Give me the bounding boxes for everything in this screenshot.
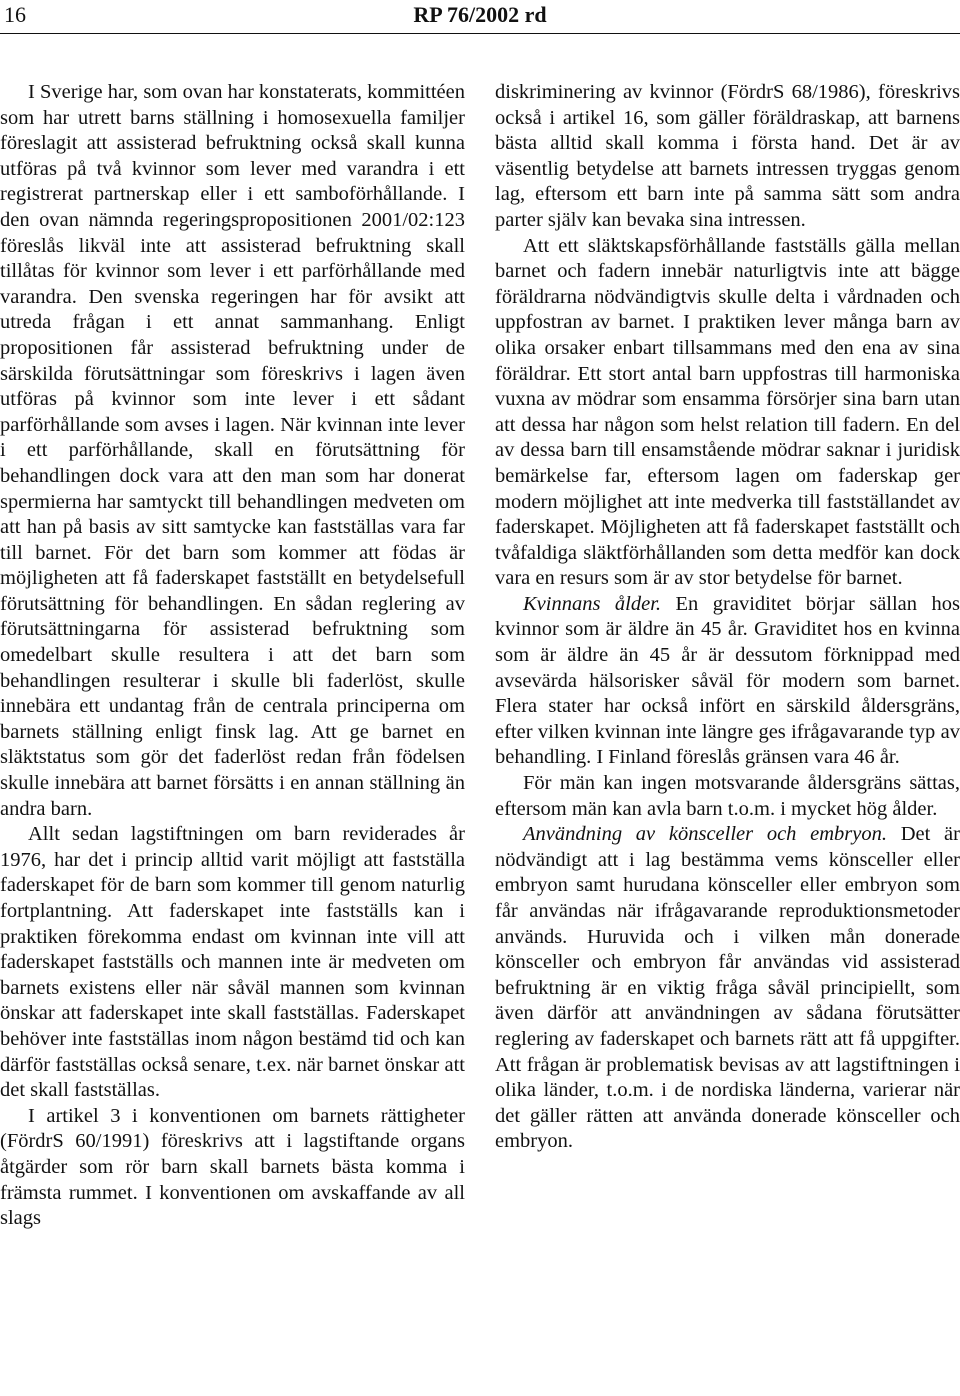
page-number: 16 bbox=[4, 2, 26, 27]
paragraph-heading: Användning av könsceller och embryon. bbox=[523, 823, 888, 846]
paragraph-text: diskriminering av kvinnor (FördrS 68/1986), föreskrivs också i artikel 16, som gäller föräldraskap, att barnens bästa alltid skall komma i första hand. Det är av väsentlig betydelse att barnets intressen tryggas genom lag, eftersom ett barn inte på samma sätt som andra parter själv kan bevaka sina intressen. bbox=[495, 81, 960, 231]
page-header bbox=[0, 0, 960, 34]
paragraph-text: I Sverige har, som ovan har konstaterats, kommittéen som har utrett barns ställning i homosexuella familjer föreslagit att assisterad befruktning också skall kunna utföras på två kvinnor som lever med varandra i ett registrerat partnerskap eller i ett samboförhållande. I den ovan nämnda regeringspropositionen 2001/02:123 föreslås likväl inte att assisterad befruktning skall tillåtas för kvinnor som lever i ett parförhållande med varandra. Den svenska regeringen har för avsikt att utreda frågan i ett annat sammanhang. Enligt propositionen får assisterad befruktning under de särskilda förutsättningar som föreskrivs i lagen även utföras på kvinnor som inte lever i ett sådant parförhållande som avses i lagen. När kvinnan inte lever i ett parförhållande, skall en förutsättning för behandlingen dock vara att den man som har donerat spermierna har samtyckt till behandlingen medveten om att han på basis av sitt samtycke kan fastställas vara far till barnet. För det barn som kommer att födas är möjligheten att få faderskapet fastställt en betydelsefull förutsättning för behandlingen. En sådan reglering av förutsättningarna för assisterad befruktning som omedelbart skulle resultera i att det barn som behandlingen resulterar i skulle bli faderlöst, skulle innebära ett undantag från de centrala principerna om barnets ställning enligt finsk lag. Att ge barnet en släktstatus som gör det faderlöst redan från födelsen skulle innebära att barnet försätts i en annan ställning än andra barn. bbox=[0, 81, 465, 820]
paragraph-text: I artikel 3 i konventionen om barnets rättigheter (FördrS 60/1991) föreskrivs att i lagstiftande organs åtgärder som rör barn skall barnets bästa komma i främsta rummet. I konventionen om avskaffande av all slags bbox=[0, 1104, 465, 1230]
paragraph bbox=[495, 771, 960, 822]
paragraph-heading: Kvinnans ålder. bbox=[523, 592, 662, 615]
paragraph bbox=[0, 1104, 465, 1232]
paragraph bbox=[495, 822, 960, 1155]
document-id: RP 76/2002 rd bbox=[413, 2, 547, 27]
paragraph-text: Att ett släktskapsförhållande fastställs gälla mellan barnet och fadern innebär naturligtvis inte att bägge föräldrarna nödvändigtvis skulle delta i vårdnaden och uppfostran av barnet. I praktiken lever många barn av olika orsaker enbart tillsammans med den ena av sina föräldrar. Ett stort antal barn uppfostras till harmoniska vuxna av mödrar som ensamma försörjer sina barn utan att dessa har någon som helst relation till fadern. En del av dessa barn till ensamstående mödrar saknar i juridisk bemärkelse far, eftersom lagen om faderskap ger modern möjlighet att inte medverka till fastställandet av faderskapet. Möjligheten att få faderskapet fastställt och tvåfaldiga släktförhållanden som detta medför kan dock vara en resurs som är av stor betydelse för barnet. bbox=[495, 234, 960, 590]
paragraph-text: Allt sedan lagstiftningen om barn reviderades år 1976, har det i princip alltid varit möjligt att fastställa faderskapet för de barn som kommer till genom naturlig fortplantning. Att faderskapet inte fastställs kan i praktiken förekomma endast om kvinnan inte vill att faderskapet fastställs och mannen inte är medveten om barnets existens eller när såväl mannen som kvinnan önskar att faderskapet inte skall fastställas. Faderskapet behöver inte fastställas inom någon bestämd tid och kan därför fastställas också senare, t.ex. när barnet önskar att det skall fastställas. bbox=[0, 823, 465, 1102]
paragraph-text: För män kan ingen motsvarande åldersgräns sättas, eftersom män kan avla barn t.o.m. i mycket hög ålder. bbox=[495, 772, 960, 820]
paragraph bbox=[0, 822, 465, 1104]
header-rule bbox=[0, 33, 960, 34]
left-column bbox=[0, 80, 465, 1232]
paragraph bbox=[0, 80, 465, 822]
paragraph-text: Det är nödvändigt att i lag bestämma vems könsceller eller embryon samt hurudana könsceller eller embryon som får användas när ifrågavarande reproduktionsmetoder används. Huruvida och i vilken mån donerade könsceller och embryon får användas vid assisterad befruktning är en viktig fråga såväl principiellt, som även därför att användningen av sådana förutsätter reglering av faderskapet och barnets rätt att få uppgifter. Att frågan är problematisk bevisas av att lagstiftningen i olika länder, t.o.m. i de nordiska länderna, varierar när det gäller rätten att använda donerade könsceller och embryon. bbox=[495, 823, 960, 1153]
paragraph-text: En graviditet börjar sällan hos kvinnor som är äldre än 45 år. Graviditet hos en kvinna som är äldre än 45 år är dessutom förknippad med avsevärda hälsorisker såväl för modern som barnet. Flera stater har också infört en särskild åldersgräns, efter vilken kvinnan inte längre ges ifrågavarande typ av behandling. I Finland föreslås gränsen vara 46 år. bbox=[495, 592, 960, 769]
right-column bbox=[495, 80, 960, 1155]
paragraph bbox=[495, 592, 960, 771]
paragraph bbox=[495, 234, 960, 592]
paragraph bbox=[495, 80, 960, 234]
